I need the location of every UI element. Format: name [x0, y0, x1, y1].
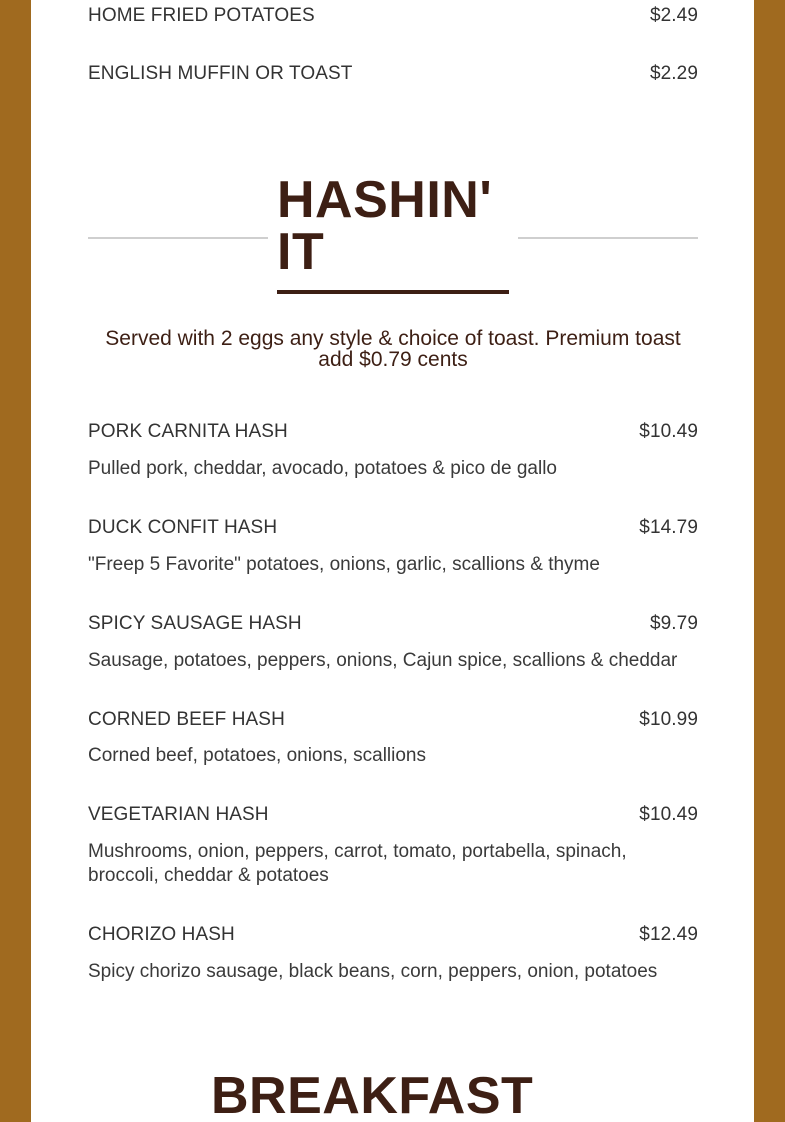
menu-item-description: Corned beef, potatoes, onions, scallions — [88, 745, 426, 766]
menu-item-price: $9.79 — [649, 613, 698, 634]
menu-item-row — [88, 613, 698, 635]
menu-item-name: PORK CARNITA HASH — [88, 421, 288, 442]
menu-item-row — [88, 924, 698, 946]
menu-item-price: $2.29 — [649, 63, 698, 84]
menu-item-row — [88, 63, 698, 85]
menu-item-price: $12.49 — [639, 924, 698, 945]
section-title-breakfast: BREAKFAST — [211, 1067, 534, 1122]
menu-item-price: $14.79 — [639, 517, 698, 538]
menu-item-description: Sausage, potatoes, peppers, onions, Cajun spice, scallions & cheddar — [88, 650, 678, 671]
menu-item-row — [88, 5, 698, 27]
menu-item-row — [88, 804, 698, 826]
section-title: HASHIN' IT — [277, 171, 493, 281]
header-divider-right — [518, 237, 698, 239]
menu-item-name: DUCK CONFIT HASH — [88, 517, 278, 538]
menu-item-price: $10.49 — [639, 421, 698, 442]
title-underline — [277, 290, 509, 294]
menu-item-name: SPICY SAUSAGE HASH — [88, 613, 302, 634]
menu-item-name: CHORIZO HASH — [88, 924, 235, 945]
menu-page — [31, 0, 754, 1122]
menu-item-description: Mushrooms, onion, peppers, carrot, tomato, portabella, spinach, broccoli, cheddar & potatoes — [88, 841, 627, 886]
menu-item-row — [88, 709, 698, 731]
menu-item-row — [88, 421, 698, 443]
header-divider-left — [88, 237, 268, 239]
menu-item-name: HOME FRIED POTATOES — [88, 5, 315, 26]
menu-item-description: Spicy chorizo sausage, black beans, corn, peppers, onion, potatoes — [88, 961, 658, 982]
menu-item-description: "Freep 5 Favorite" potatoes, onions, garlic, scallions & thyme — [88, 554, 600, 575]
menu-item-description: Pulled pork, cheddar, avocado, potatoes & pico de gallo — [88, 458, 557, 479]
section-subtitle: Served with 2 eggs any style & choice of toast. Premium toast add $0.79 cents — [105, 327, 681, 371]
menu-item-name: ENGLISH MUFFIN OR TOAST — [88, 63, 353, 84]
menu-item-price: $10.99 — [639, 709, 698, 730]
section-header-hash — [88, 170, 698, 300]
menu-item-row — [88, 517, 698, 539]
menu-item-price: $2.49 — [649, 5, 698, 26]
menu-item-price: $10.49 — [639, 804, 698, 825]
menu-item-name: CORNED BEEF HASH — [88, 709, 285, 730]
menu-item-name: VEGETARIAN HASH — [88, 804, 269, 825]
